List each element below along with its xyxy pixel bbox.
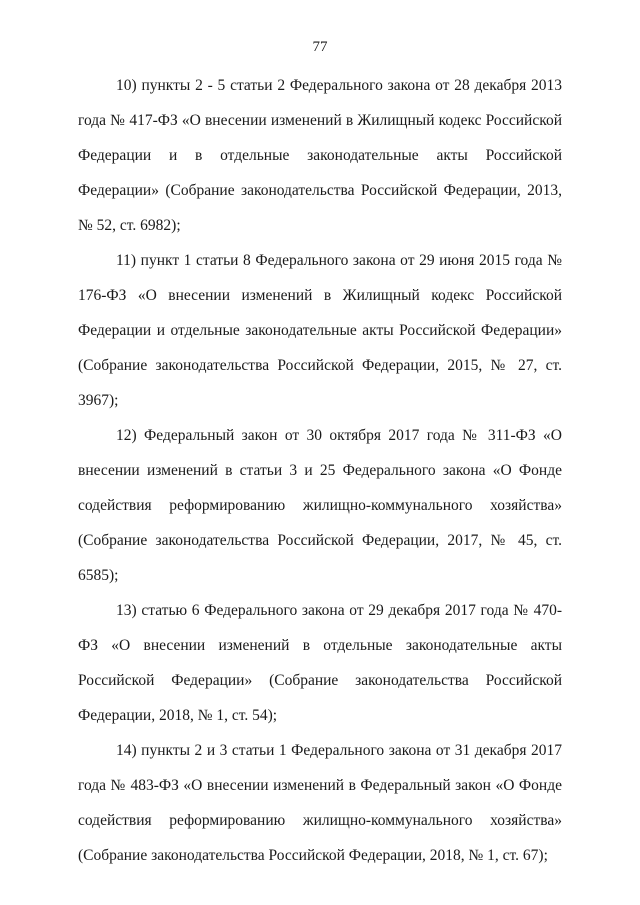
list-item-13: 13) статью 6 Федерального закона от 29 декабря 2017 года № 470-ФЗ «О внесении изменений в отдельные законодательные акты Российской Федерации» (Собрание законодательства Российской Федерации, 2018, № 1, ст. 54);	[78, 602, 562, 724]
document-body	[78, 68, 562, 873]
list-item-10: 10) пункты 2 - 5 статьи 2 Федерального закона от 28 декабря 2013 года № 417-ФЗ «О внесении изменений в Жилищный кодекс Российской Федерации и в отдельные законодательные акты Российской Федерации» (Собрание законодательства Российской Федерации, 2013, № 52, ст. 6982);	[78, 77, 562, 234]
list-item-11: 11) пункт 1 статьи 8 Федерального закона от 29 июня 2015 года № 176-ФЗ «О внесении изменений в Жилищный кодекс Российской Федерации и отдельные законодательные акты Российской Федерации» (Собрание законодательства Российской Федерации, 2015, № 27, ст. 3967);	[78, 252, 562, 409]
list-item-12: 12) Федеральный закон от 30 октября 2017 года № 311-ФЗ «О внесении изменений в статьи 3 и 25 Федерального закона «О Фонде содействия реформированию жилищно-коммунального хозяйства» (Собрание законодательства Российской Федерации, 2017, № 45, ст. 6585);	[78, 427, 562, 584]
list-item-14: 14) пункты 2 и 3 статьи 1 Федерального закона от 31 декабря 2017 года № 483-ФЗ «О внесении изменений в Федеральный закон «О Фонде содействия реформированию жилищно-коммунального хозяйства» (Собрание законодательства Российской Федерации, 2018, № 1, ст. 67);	[78, 742, 562, 864]
page-number: 77	[312, 39, 328, 55]
